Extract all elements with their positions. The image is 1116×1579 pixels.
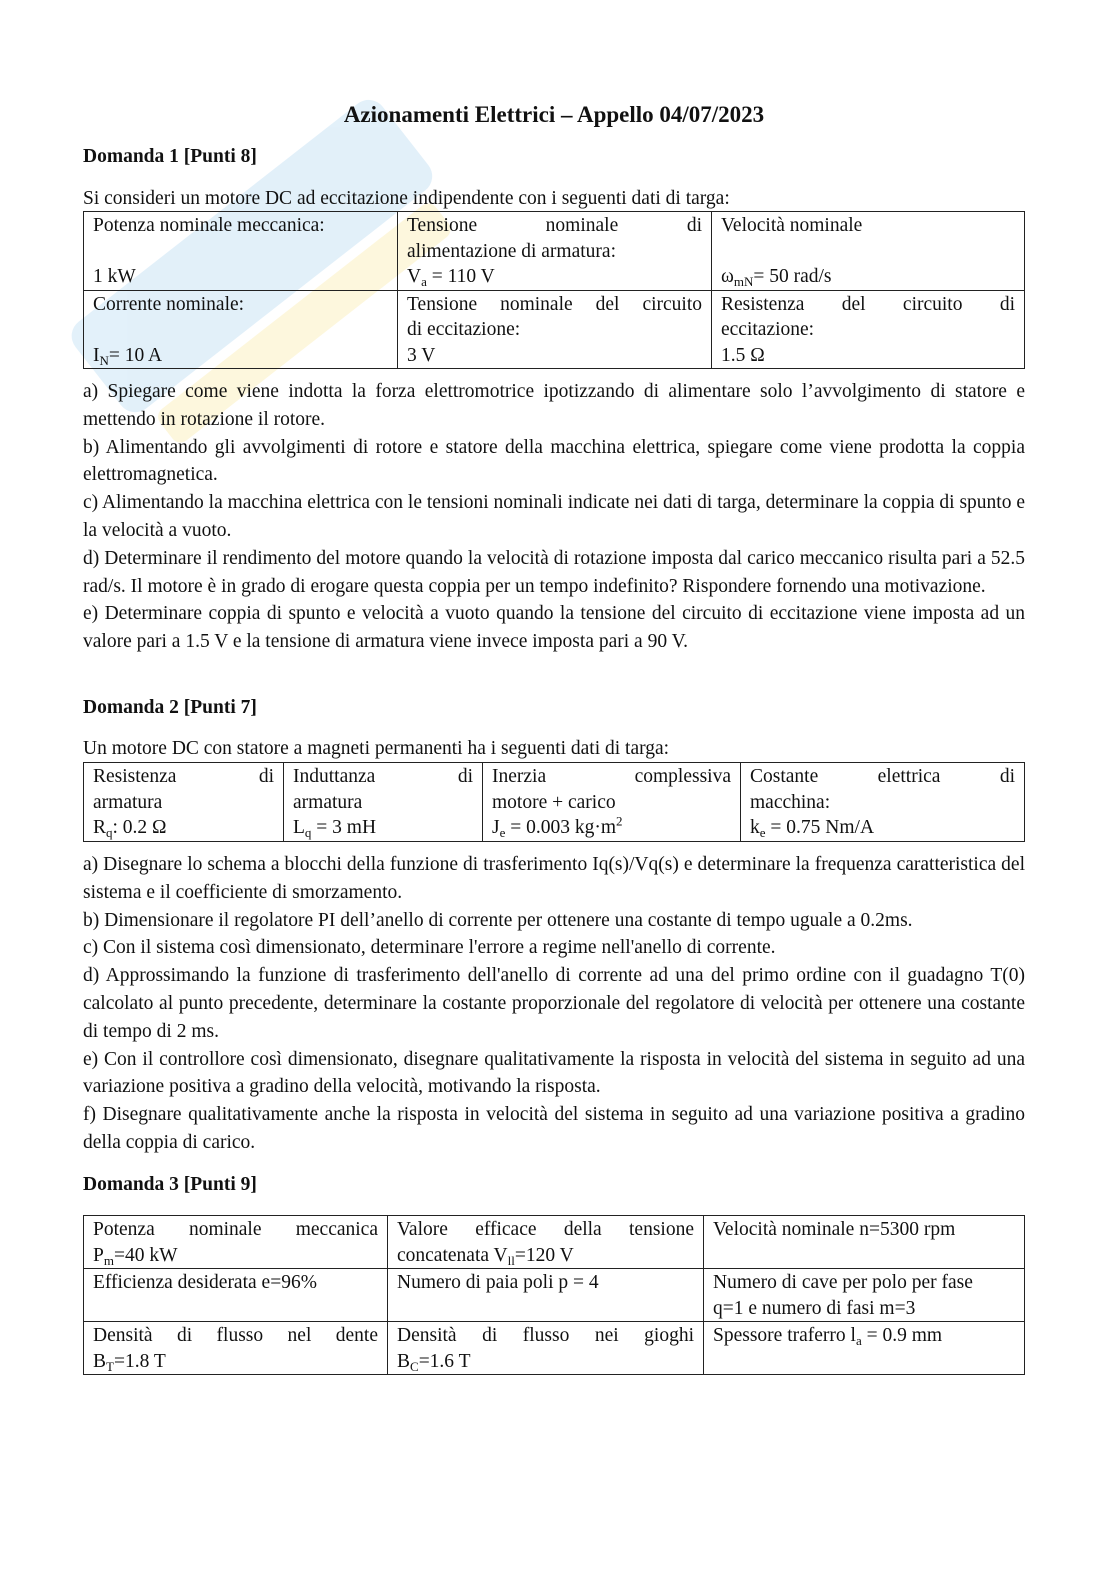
q2-intro-text: Un motore DC con statore a magneti permanenti ha i seguenti dati di targa: <box>83 738 670 759</box>
cell-label: Densità di flusso nei gioghi <box>397 1325 694 1346</box>
cell-label: armatura <box>93 791 163 813</box>
q1-intro-text: Si consideri un motore DC ad eccitazione indipendente con i seguenti dati di targa: <box>83 188 730 209</box>
table-row <box>84 763 1025 842</box>
q3-heading: Domanda 3 [Punti 9] <box>83 1174 257 1195</box>
cell-value: $k_e = 0.75$ Nm/A <box>750 817 875 840</box>
table-cell <box>712 290 1025 369</box>
table-cell <box>84 212 398 291</box>
table-cell <box>704 1216 1025 1269</box>
cell-label: eccitazione: <box>721 319 815 340</box>
table-cell <box>284 763 483 842</box>
cell-label: Potenza nominale meccanica <box>93 1219 378 1240</box>
question-item: d) Determinare il rendimento del motore quando la velocità di rotazione imposta dal carico meccanico risulta pari a 52.5 rad/s. Il motore è in grado di erogare questa coppia per un tempo indefinito? Rispondere fornendo una motivazione. <box>83 547 1025 597</box>
cell-value: $R_q$: 0.2 Ω <box>93 817 167 840</box>
table-cell <box>84 1322 388 1375</box>
q3-table <box>83 1215 1025 1375</box>
table-cell <box>84 1216 388 1269</box>
cell-value: $B_T=1.8$ T <box>93 1350 166 1374</box>
table-cell <box>84 290 398 369</box>
q2-heading: Domanda 2 [Punti 7] <box>83 697 257 718</box>
cell-label: Induttanza di <box>293 766 473 787</box>
cell-label: Resistenza del circuito di <box>721 293 1015 315</box>
table-row <box>84 1216 1025 1269</box>
table-cell <box>704 1322 1025 1375</box>
cell-label: armatura <box>293 791 363 813</box>
table-cell <box>84 1269 388 1322</box>
cell-label: alimentazione di armatura: <box>407 240 616 262</box>
table-cell <box>84 763 284 842</box>
q1-table <box>83 211 1025 369</box>
question-item: d) Approssimando la funzione di trasferimento dell'anello di corrente ad una del primo ordine con il guadagno T(0) calcolato al punto precedente, determinare la costante proporzionale del regolatore di velocità per ottenere una costante di tempo di 2 ms. <box>83 965 1025 1042</box>
question-item: b) Dimensionare il regolatore PI dell’anello di corrente per ottenere una costante di tempo uguale a 0.2ms. <box>83 909 913 931</box>
table-cell <box>712 212 1025 291</box>
cell-value: $J_e = 0.003$ $kg\cdot m^2$ <box>492 813 623 840</box>
table-cell <box>704 1269 1025 1322</box>
q2-table <box>83 762 1025 842</box>
cell-value: 1 kW <box>93 266 136 287</box>
table-row <box>84 1269 1025 1322</box>
q1-items <box>83 378 1025 656</box>
question-item: b) Alimentando gli avvolgimenti di rotore e statore della macchina elettrica, spiegare come viene prodotta la coppia elettromagnetica. <box>83 436 1025 486</box>
cell-label: Tensione nominale del circuito <box>407 293 702 315</box>
cell-label: motore + carico <box>492 791 616 813</box>
cell-label: macchina: <box>750 791 831 813</box>
table-cell <box>483 763 741 842</box>
cell-value: Numero di paia poli p = 4 <box>397 1272 599 1293</box>
table-cell <box>741 763 1025 842</box>
cell-value: 3 V <box>407 344 436 366</box>
table-cell <box>398 212 712 291</box>
cell-value: Spessore traferro $l_a = 0.9$ mm <box>713 1325 943 1348</box>
table-cell <box>388 1269 704 1322</box>
cell-label: Inerzia complessiva <box>492 766 731 787</box>
cell-label: Resistenza di <box>93 766 274 787</box>
cell-value: $V_a = 110$ V <box>407 266 495 289</box>
table-row <box>84 290 1025 369</box>
cell-value: $\omega_{mN}= 50$ rad/s <box>721 266 832 289</box>
question-item: a) Disegnare lo schema a blocchi della funzione di trasferimento Iq(s)/Vq(s) e determinare la frequenza caratteristica del sistema e il coefficiente di smorzamento. <box>83 854 1025 903</box>
cell-value: $B_C=1.6$ T <box>397 1350 471 1374</box>
cell-label: Densità di flusso nel dente <box>93 1325 378 1346</box>
cell-value: q=1 e numero di fasi m=3 <box>713 1297 916 1319</box>
cell-label: Valore efficace della tensione <box>397 1219 694 1240</box>
cell-value: 1.5 Ω <box>721 344 765 366</box>
cell-value: Velocità nominale n=5300 rpm <box>713 1219 956 1240</box>
cell-value: $I_N= 10$ A <box>93 344 163 368</box>
q1-intro <box>83 185 1025 213</box>
question-item: c) Alimentando la macchina elettrica con le tensioni nominali indicate nei dati di targa, determinare la coppia di spunto e la velocità a vuoto. <box>83 492 1025 541</box>
question-item: a) Spiegare come viene indotta la forza elettromotrice ipotizzando di alimentare solo l’avvolgimento di statore e mettendo in rotazione il rotore. <box>83 381 1025 430</box>
question-item: c) Con il sistema così dimensionato, determinare l'errore a regime nell'anello di corrente. <box>83 937 776 959</box>
q1-heading: Domanda 1 [Punti 8] <box>83 146 257 167</box>
cell-value: Numero di cave per polo per fase <box>713 1272 973 1293</box>
table-cell <box>398 290 712 369</box>
table-cell <box>388 1322 704 1375</box>
table-row <box>84 212 1025 291</box>
q2-items <box>83 851 1025 1157</box>
cell-label: Tensione nominale di <box>407 215 702 236</box>
table-row <box>84 1322 1025 1375</box>
cell-label: Costante elettrica di <box>750 766 1015 787</box>
cell-value: concatenata $V_{ll}=120$ V <box>397 1244 574 1268</box>
table-cell <box>388 1216 704 1269</box>
cell-label: Potenza nominale meccanica: <box>93 215 325 236</box>
q2-intro <box>83 735 1025 763</box>
question-item: e) Determinare coppia di spunto e velocità a vuoto quando la tensione del circuito di eccitazione viene imposta ad un valore pari a 1.5 V e la tensione di armatura viene invece imposta pari a 90 V. <box>83 603 1025 653</box>
question-item: f) Disegnare qualitativamente anche la risposta in velocità del sistema in seguito ad una variazione positiva a gradino della coppia di carico. <box>83 1104 1025 1153</box>
cell-label: Corrente nominale: <box>93 293 245 315</box>
question-item: e) Con il controllore così dimensionato, disegnare qualitativamente la risposta in velocità del sistema in seguito ad una variazione positiva a gradino della velocità, motivando la risposta. <box>83 1048 1025 1098</box>
cell-value: Efficienza desiderata e=96% <box>93 1272 317 1293</box>
page-title: Azionamenti Elettrici – Appello 04/07/2023 <box>343 102 765 127</box>
cell-value: $P_m=40$ kW <box>93 1244 178 1268</box>
cell-label: Velocità nominale <box>721 215 863 236</box>
cell-label: di eccitazione: <box>407 319 521 340</box>
cell-value: $L_q = 3$ mH <box>293 817 377 840</box>
